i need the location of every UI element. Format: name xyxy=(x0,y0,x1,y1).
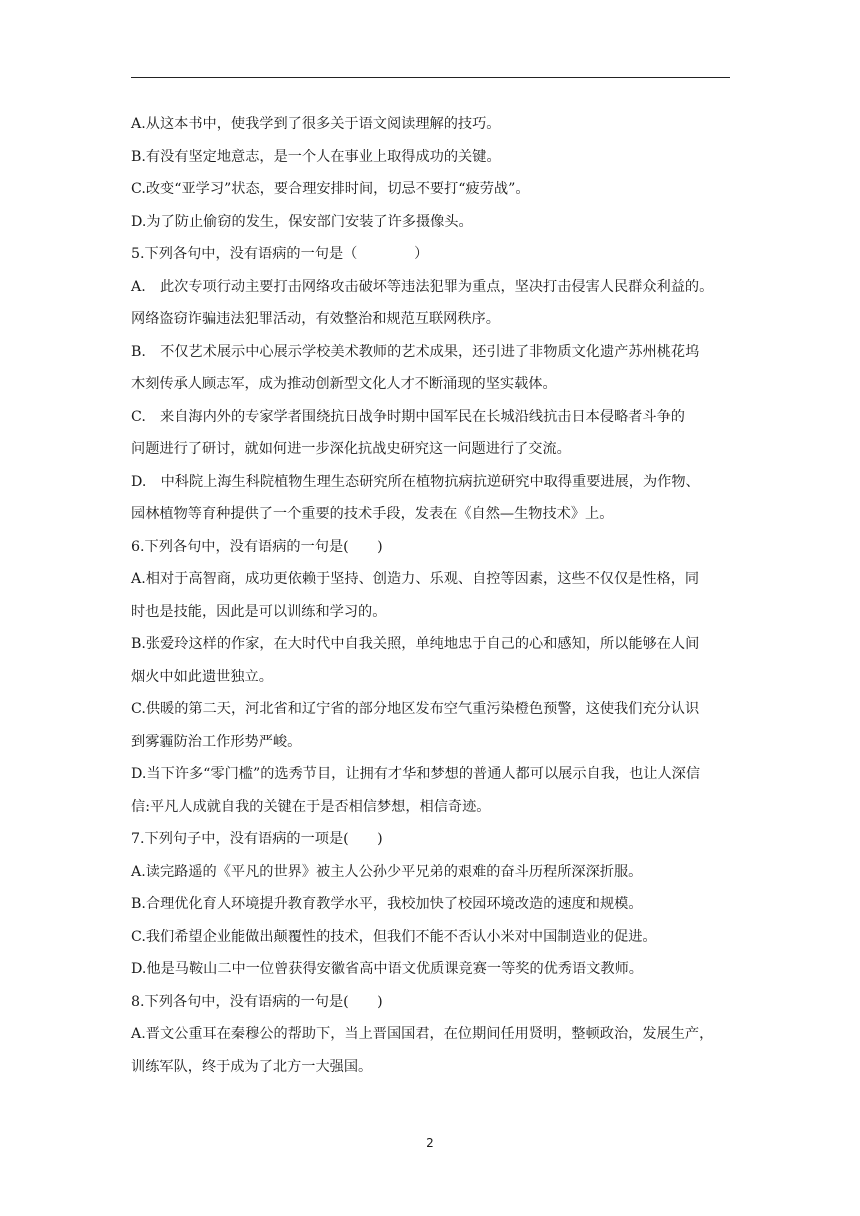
header-rule xyxy=(131,77,730,78)
text-line: B.合理优化育人环境提升教育教学水平，我校加快了校园环境改造的速度和规模。 xyxy=(131,896,643,912)
text-line: D.为了防止偷窃的发生，保安部门安装了许多摄像头。 xyxy=(131,213,473,230)
text-line: C.供暖的第二天，河北省和辽宁省的部分地区发布空气重污染橙色预警，这使我们充分认识 xyxy=(131,701,700,717)
question-heading: 8.下列各句中，没有语病的一句是( ) xyxy=(131,993,383,1010)
document-body xyxy=(131,108,733,1083)
text-line: A.相对于高智商，成功更依赖于坚持、创造力、乐观、自控等因素，这些不仅仅是性格，同 xyxy=(131,571,700,587)
text-line: D.他是马鞍山二中一位曾获得安徽省高中语文优质课竞赛一等奖的优秀语文教师。 xyxy=(131,961,643,977)
text-line: A.从这本书中，使我学到了很多关于语文阅读理解的技巧。 xyxy=(131,116,501,132)
question-heading: 6.下列各句中，没有语病的一句是( ) xyxy=(131,538,383,555)
text-line: 时也是技能，因此是可以训练和学习的。 xyxy=(131,603,387,620)
text-line: A.读完路遥的《平凡的世界》被主人公孙少平兄弟的艰难的奋斗历程所深深折服。 xyxy=(131,863,643,880)
text-line: 网络盗窃诈骗违法犯罪活动，有效整治和规范互联网秩序。 xyxy=(131,311,500,327)
text-line: C. 来自海内外的专家学者围绕抗日战争时期中国军民在长城沿线抗击日本侵略者斗争的 xyxy=(131,408,685,425)
page-number: 2 xyxy=(426,1136,434,1150)
text-line: C.我们希望企业能做出颠覆性的技术，但我们不能不否认小米对中国制造业的促进。 xyxy=(131,928,657,945)
text-line: B. 不仅艺术展示中心展示学校美术教师的艺术成果，还引进了非物质文化遗产苏州桃花坞 xyxy=(131,343,700,360)
text-line: B.张爱玲这样的作家，在大时代中自我关照，单纯地忠于自己的心和感知，所以能够在人间 xyxy=(131,636,700,652)
text-line: 烟火中如此遗世独立。 xyxy=(131,668,273,685)
text-line: A. 此次专项行动主要打击网络攻击破坏等违法犯罪为重点，坚决打击侵害人民群众利益的。 xyxy=(131,278,714,295)
text-line: B.有没有坚定地意志，是一个人在事业上取得成功的关键。 xyxy=(131,148,501,165)
text-line: 到雾霾防治工作形势严峻。 xyxy=(131,733,302,750)
text-line: 训练军队，终于成为了北方一大强国。 xyxy=(131,1058,373,1075)
text-line: C.改变“亚学习”状态，要合理安排时间，切忌不要打“疲劳战”。 xyxy=(131,181,530,197)
text-line: D.当下许多“零门槛”的选秀节目，让拥有才华和梦想的普通人都可以展示自我，也让人深信 xyxy=(131,766,701,782)
text-line: 木刻传承人顾志军，成为推动创新型文化人才不断涌现的坚实载体。 xyxy=(131,376,557,392)
question-heading: 5.下列各句中，没有语病的一句是（ ） xyxy=(131,246,429,262)
text-line: A.晋文公重耳在秦穆公的帮助下，当上晋国国君，在位期间任用贤明，整顿政治，发展生产， xyxy=(131,1026,714,1042)
question-heading: 7.下列句子中，没有语病的一项是( ) xyxy=(131,831,383,847)
text-line: 问题进行了研讨，就如何进一步深化抗战史研究这一问题进行了交流。 xyxy=(131,441,571,457)
text-line: 信:平凡人成就自我的关键在于是否相信梦想，相信奇迹。 xyxy=(131,798,491,815)
text-line: 园林植物等育种提供了一个重要的技术手段，发表在《自然—生物技术》上。 xyxy=(131,506,614,522)
text-line: D. 中科院上海生科院植物生理生态研究所在植物抗病抗逆研究中取得重要进展，为作物、 xyxy=(131,473,700,490)
